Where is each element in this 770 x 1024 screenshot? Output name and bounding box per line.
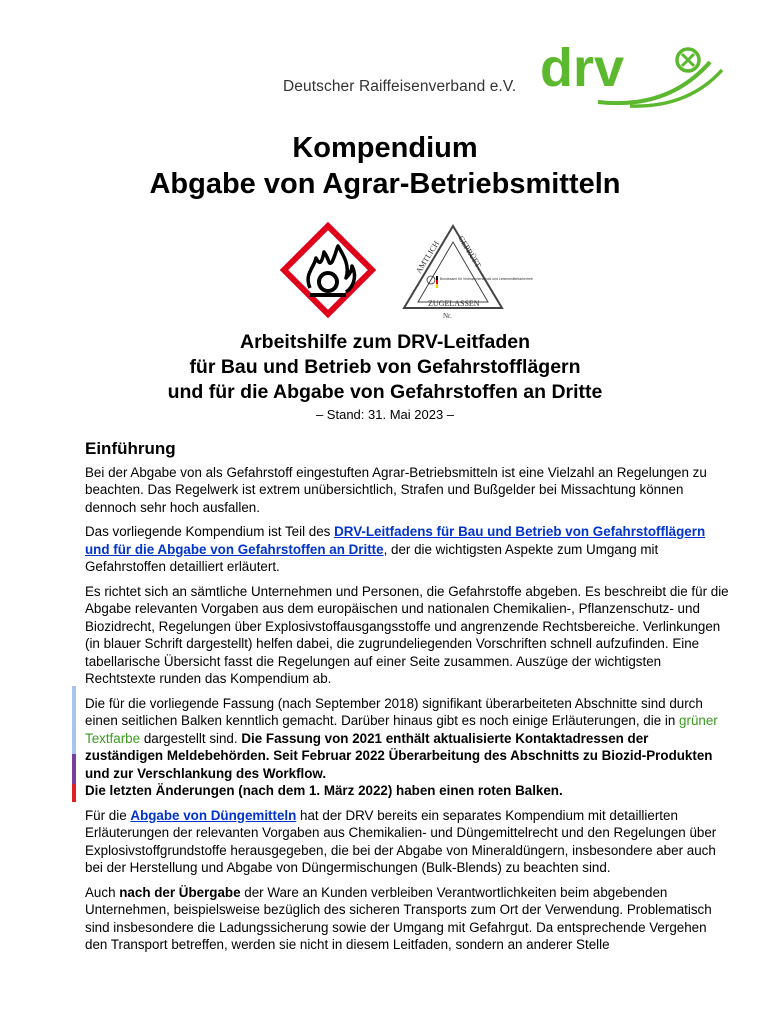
- title-line-1: Kompendium: [292, 132, 478, 164]
- version-date: – Stand: 31. Mai 2023 –: [315, 407, 455, 422]
- paragraph-2-text-after: , der die wichtigsten Aspekte zum Umgang mit Gefahrstoffen detailliert erläutert.: [85, 541, 659, 574]
- document-body: [85, 440, 730, 961]
- pictogram-row: [280, 222, 533, 322]
- change-bar-red: [72, 784, 76, 802]
- paragraph-4-red-bar-note: Die letzten Änderungen (nach dem 1. März 2022) haben einen roten Balken.: [85, 783, 563, 798]
- paragraph-6-text-before: Auch: [85, 884, 120, 900]
- change-bar-purple: [72, 754, 76, 784]
- document-header: [0, 40, 770, 110]
- change-bar-blue: [72, 686, 76, 754]
- stamp-nr-text: Nr.: [443, 312, 452, 320]
- paragraph-6: [85, 884, 730, 954]
- drv-logo: [538, 40, 728, 110]
- paragraph-4-text-2: dargestellt sind.: [140, 730, 242, 746]
- org-name: Deutscher Raiffeisenverband e.V.: [283, 78, 517, 95]
- subtitle-line-1: Arbeitshilfe zum DRV-Leitfaden: [239, 331, 530, 353]
- paragraph-5-text-before: Für die: [85, 807, 131, 823]
- paragraph-3: Es richtet sich an sämtliche Unternehmen und Personen, die Gefahrstoffe abgeben. Es beschreibt die für die Abgabe relevanten Vorgaben aus dem europäischen und nationalen Chemikalien-, Pflanzenschutz- und Biozidrecht, Regelungen über Explosivstoffausgangsstoffe und angrenzende Rechtsbereiche. Verlinkungen (in blauer Schrift dargestellt) helfen dabei, die zugrundeliegenden Vorschriften schnell aufzufinden. Eine tabellarische Übersicht fasst die Regelungen auf einer Seite zusammen. Auszüge der wichtigsten Rechtstexte runden das Kompendium ab.: [85, 583, 729, 686]
- paragraph-4: [85, 695, 730, 800]
- stamp-top-right-text: GEPRÜFT: [456, 234, 483, 270]
- subtitle-line-2: für Bau und Betrieb von Gefahrstofflägern: [189, 356, 581, 378]
- stamp-authority-text: Bundesamt für Verbraucherschutz und Lebensmittelsicherheit: [440, 277, 533, 281]
- paragraph-4-bold-update: Die Fassung von 2021 enthält aktualisierte Kontaktadressen der zuständigen Meldebehörden. Seit Februar 2022 Überarbeitung des Abschnitts zu Biozid-Produkten und zur Verschlankung des Workflow.: [85, 730, 713, 781]
- stamp-top-left-text: AMTLICH: [414, 239, 442, 276]
- subtitle-line-3: und für die Abgabe von Gefahrstoffen an Dritte: [167, 381, 603, 403]
- paragraph-6-bold: nach der Übergabe: [119, 884, 241, 900]
- paragraph-1: Bei der Abgabe von als Gefahrstoff eingestuften Agrar-Betriebsmitteln ist eine Vielzahl an Regelungen zu beachten. Das Regelwerk ist extrem unübersichtlich, Strafen und Bußgelder bei Missachtung können dennoch sehr hoch ausfallen.: [85, 464, 707, 515]
- drv-leitfaden-link[interactable]: DRV-Leitfadens für Bau und Betrieb von Gefahrstofflägern und für die Abgabe von Gefahrstoffen an Dritte: [85, 524, 706, 557]
- title-line-2: Abgabe von Agrar-Betriebsmitteln: [149, 168, 621, 200]
- logo-cross-icon: [682, 54, 694, 66]
- paragraph-4-text: Die für die vorliegende Fassung (nach September 2018) signifikant überarbeiteten Abschnitte sind durch einen seitlichen Balken kenntlich gemacht. Darüber hinaus gibt es noch einige Erläuterungen, die in: [85, 695, 703, 728]
- paragraph-6-text-after: der Ware an Kunden verbleiben Verantwortlichkeiten beim abgebenden Unternehmen, beispielsweise bezüglich des sicheren Transports zum Ort der Verwendung. Problematisch sind insbesondere die Ladungssicherung sowie der Umgang mit Gefahrgut. Da entsprechende Vergehen den Transport betreffen, werden sie nicht in diesem Leitfaden, sondern an anderer Stelle: [85, 884, 712, 952]
- paragraph-5: [85, 807, 730, 877]
- paragraph-2: [85, 523, 730, 576]
- document-subtitle: [0, 330, 770, 405]
- logo-text: drv: [540, 38, 625, 98]
- paragraph-5-text-after: hat der DRV bereits ein separates Kompendium mit detaillierten Erläuterungen der relevanten Vorgaben aus Chemikalien- und Düngemittelrecht und den Regelungen über Explosivstoffgrundstoffe herausgegeben, die bei der Abgabe von Mineraldüngern, insbesondere aber auch bei der Herstellung und Abgabe von Düngermischungen (Bulk-Blends) zu beachten sind.: [85, 807, 717, 875]
- green-text-sample: grüner Textfarbe: [85, 713, 718, 746]
- approval-stamp: [398, 222, 533, 322]
- document-title: [0, 130, 770, 202]
- duengemittel-link[interactable]: Abgabe von Düngemitteln: [130, 807, 297, 823]
- section-heading: Einführung: [85, 439, 176, 458]
- ghs03-oxidizing-flame-over-circle-icon: [280, 222, 376, 318]
- paragraph-2-text-before: Das vorliegende Kompendium ist Teil des: [85, 524, 335, 539]
- stamp-bottom-text: ZUGELASSEN: [428, 299, 480, 308]
